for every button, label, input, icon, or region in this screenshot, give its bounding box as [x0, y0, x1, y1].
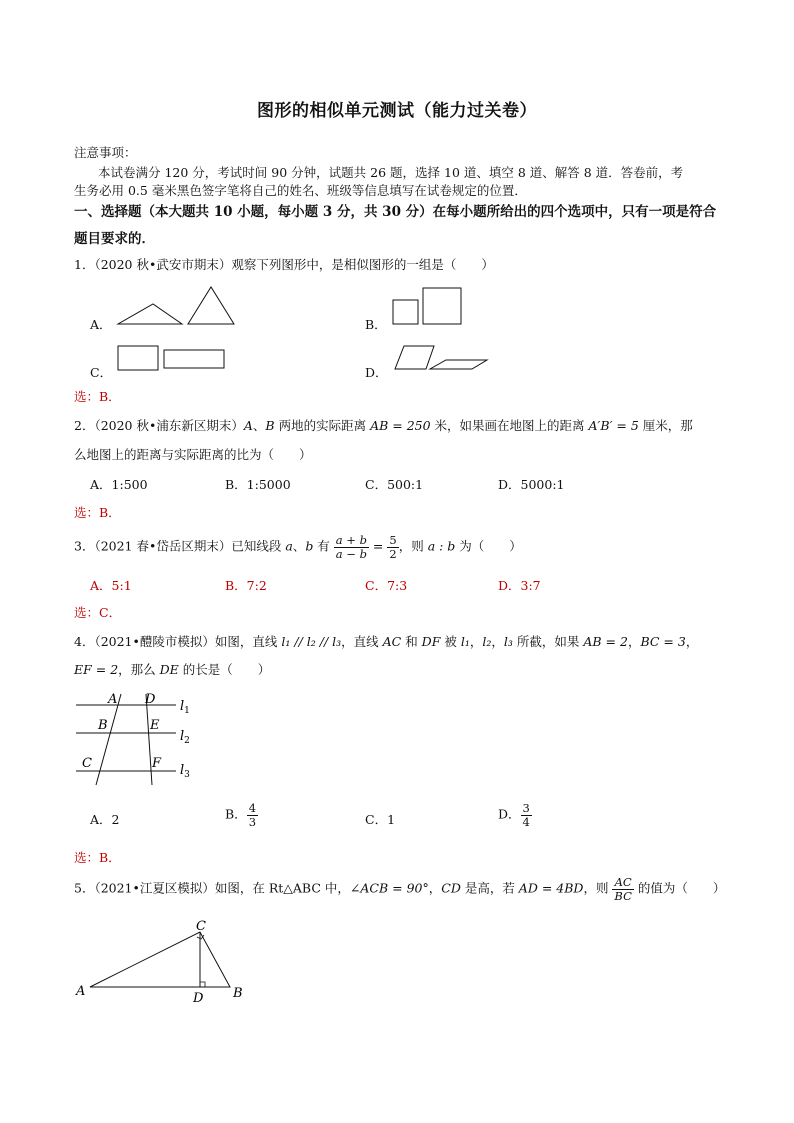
- q4-l3: l₃: [503, 634, 513, 649]
- q3-option-a: A．5:1: [90, 578, 132, 593]
- q2-sep: 、: [252, 418, 266, 433]
- q4-comma-1: ，: [469, 634, 483, 649]
- q5-frac-den: BC: [614, 888, 632, 903]
- q4-label-a: A: [108, 692, 118, 707]
- q5-triangle-abc: [90, 932, 230, 987]
- q2-mid: 两地的实际距离: [274, 418, 371, 433]
- q4-mid: ，直线: [341, 634, 383, 649]
- q4-label-b: B: [98, 718, 108, 733]
- q4-l2: l₂: [482, 634, 492, 649]
- q1-option-b-label: B．: [365, 317, 387, 332]
- q3-var-b: b: [305, 538, 314, 554]
- q4-label-d: D: [145, 692, 156, 707]
- q4-ab: AB = 2: [583, 634, 628, 649]
- q4-option-a: A．2: [90, 812, 120, 827]
- q3-prefix: 3．（2021 春•岱岳区期末）已知线段: [74, 538, 286, 554]
- q3-answer: 选：C．: [74, 605, 122, 620]
- notice-line-1: 本试卷满分 120 分，考试时间 90 分钟，试题共 26 题，选择 10 道、填空 8 道、解答 8 道．答卷前，考: [98, 165, 684, 180]
- q4-bc: BC = 3: [640, 634, 686, 649]
- q2-ab-expression: AB = 250: [370, 418, 431, 433]
- q1-option-c-label: C．: [90, 365, 113, 380]
- q4-option-d-num: 3: [522, 801, 530, 815]
- q3-rhs-num: 5: [389, 533, 397, 547]
- q5-comma-1: ，: [428, 880, 442, 896]
- q4-label-l1-sub: 1: [184, 706, 190, 716]
- q4-line2-rest: ，那么: [118, 662, 160, 677]
- q3-option-c: C．7:3: [365, 578, 408, 593]
- q4-mid-3: 所截，如果: [512, 634, 584, 649]
- q2-option-d: D．5000:1: [498, 477, 565, 492]
- q2-prefix: 2．（2020 秋•浦东新区期末）: [74, 418, 244, 433]
- q4-ef: EF = 2: [74, 662, 119, 677]
- q2-option-b: B．1:5000: [225, 477, 291, 492]
- q4-parallel-lines: l₁ // l₂ // l₃: [281, 634, 342, 649]
- q5-ad: AD = 4BD: [518, 880, 584, 896]
- q5-end: 的值为（ ）: [633, 880, 726, 896]
- q5-label-a: A: [76, 984, 86, 999]
- q3-option-d: D．3:7: [498, 578, 541, 593]
- q1-option-d-label: D．: [365, 365, 388, 380]
- q5-label-c: C: [196, 919, 206, 934]
- q3-option-b: B．7:2: [225, 578, 267, 593]
- notice-line-2: 生务必用 0.5 毫米黑色签字笔将自己的姓名、班级等信息填写在试卷规定的位置．: [74, 183, 527, 198]
- q4-label-e: E: [150, 718, 160, 733]
- q4-option-b-label: B．: [225, 806, 247, 822]
- q3-sep: 、: [292, 538, 306, 554]
- q4-prefix: 4．（2021•醴陵市模拟）如图，直线: [74, 634, 282, 649]
- q5-right-angle-mark-d: [200, 982, 205, 987]
- q2-point-a: A: [243, 418, 253, 433]
- q2-map-expression: A′B′ = 5: [588, 418, 639, 433]
- q4-option-b-num: 4: [248, 801, 257, 815]
- q3-mid: 有: [313, 538, 334, 554]
- q4-comma-2: ，: [491, 634, 504, 649]
- q3-tail: ，则: [398, 538, 428, 554]
- section-heading-line-2: 题目要求的．: [74, 231, 155, 247]
- q5-frac-num: AC: [612, 876, 633, 890]
- section-heading-line-1: 一、选择题（本大题共 10 小题，每小题 3 分，共 30 分）在每小题所给出的四个选项中，只有一项是符合: [74, 204, 717, 220]
- q4-label-l2-sub: 2: [184, 736, 190, 746]
- q3-rhs-den: 2: [389, 546, 397, 561]
- q4-label-c: C: [82, 756, 92, 771]
- q4-label-l3-main: l: [180, 763, 185, 778]
- q5-label-b: B: [233, 986, 243, 1001]
- q4-ac: AC: [382, 634, 402, 649]
- q3-end: 为（ ）: [455, 538, 522, 554]
- q2-option-a: A．1:500: [90, 477, 148, 492]
- q4-de: DE: [159, 662, 179, 677]
- q1-answer: 选：B．: [74, 389, 121, 404]
- q3-frac-den: a − b: [335, 546, 367, 561]
- q4-and: 和: [401, 634, 422, 649]
- q2-option-c: C．500:1: [365, 477, 424, 492]
- q2-mid-2: 米，如果画在地图上的距离: [430, 418, 589, 433]
- q4-comma-4: ，: [685, 634, 699, 649]
- q1-stem: 1．（2020 秋•武安市期末）观察下列图形中，是相似图形的一组是（ ）: [74, 257, 494, 272]
- q4-label-f: F: [152, 756, 162, 771]
- q5-angle: ∠ACB = 90°: [349, 880, 429, 896]
- notice-heading: 注意事项：: [74, 145, 137, 160]
- q3-frac-num: a + b: [335, 533, 367, 547]
- q4-l1: l₁: [460, 634, 470, 649]
- q5-mid-2: ，则: [583, 880, 613, 896]
- q4-comma-3: ，: [627, 634, 641, 649]
- page-title: 图形的相似单元测试（能力过关卷）: [257, 101, 537, 121]
- q5-cd: CD: [441, 880, 461, 896]
- q5-mid: 是高，若: [460, 880, 519, 896]
- q4-option-d-label: D．: [498, 806, 521, 822]
- q4-option-c: C．1: [365, 812, 396, 827]
- q4-df: DF: [421, 634, 441, 649]
- q3-var-a: a: [285, 538, 293, 554]
- q4-answer: 选：B．: [74, 850, 121, 865]
- q4-line2-end: 的长是（ ）: [178, 662, 271, 677]
- q4-mid-2: 被: [440, 634, 461, 649]
- q2-stem-line-2: 么地图上的距离与实际距离的比为（ ）: [74, 447, 312, 462]
- q4-label-l3-sub: 3: [184, 770, 190, 780]
- q2-answer: 选：B．: [74, 505, 121, 520]
- q4-label-l1-main: l: [180, 699, 185, 714]
- q2-point-b: B: [265, 418, 275, 433]
- q3-ratio: a : b: [427, 538, 456, 554]
- q5-prefix: 5．（2021•江夏区模拟）如图，在 Rt△ABC 中，: [74, 880, 350, 896]
- q4-option-d-den: 4: [522, 814, 530, 829]
- q5-label-d: D: [193, 991, 204, 1006]
- q3-eq: =: [368, 538, 388, 554]
- q4-label-l2-main: l: [180, 729, 185, 744]
- q4-option-b-den: 3: [248, 814, 257, 829]
- q1-option-a-label: A．: [90, 317, 112, 332]
- q2-end: 厘米，那: [638, 418, 693, 433]
